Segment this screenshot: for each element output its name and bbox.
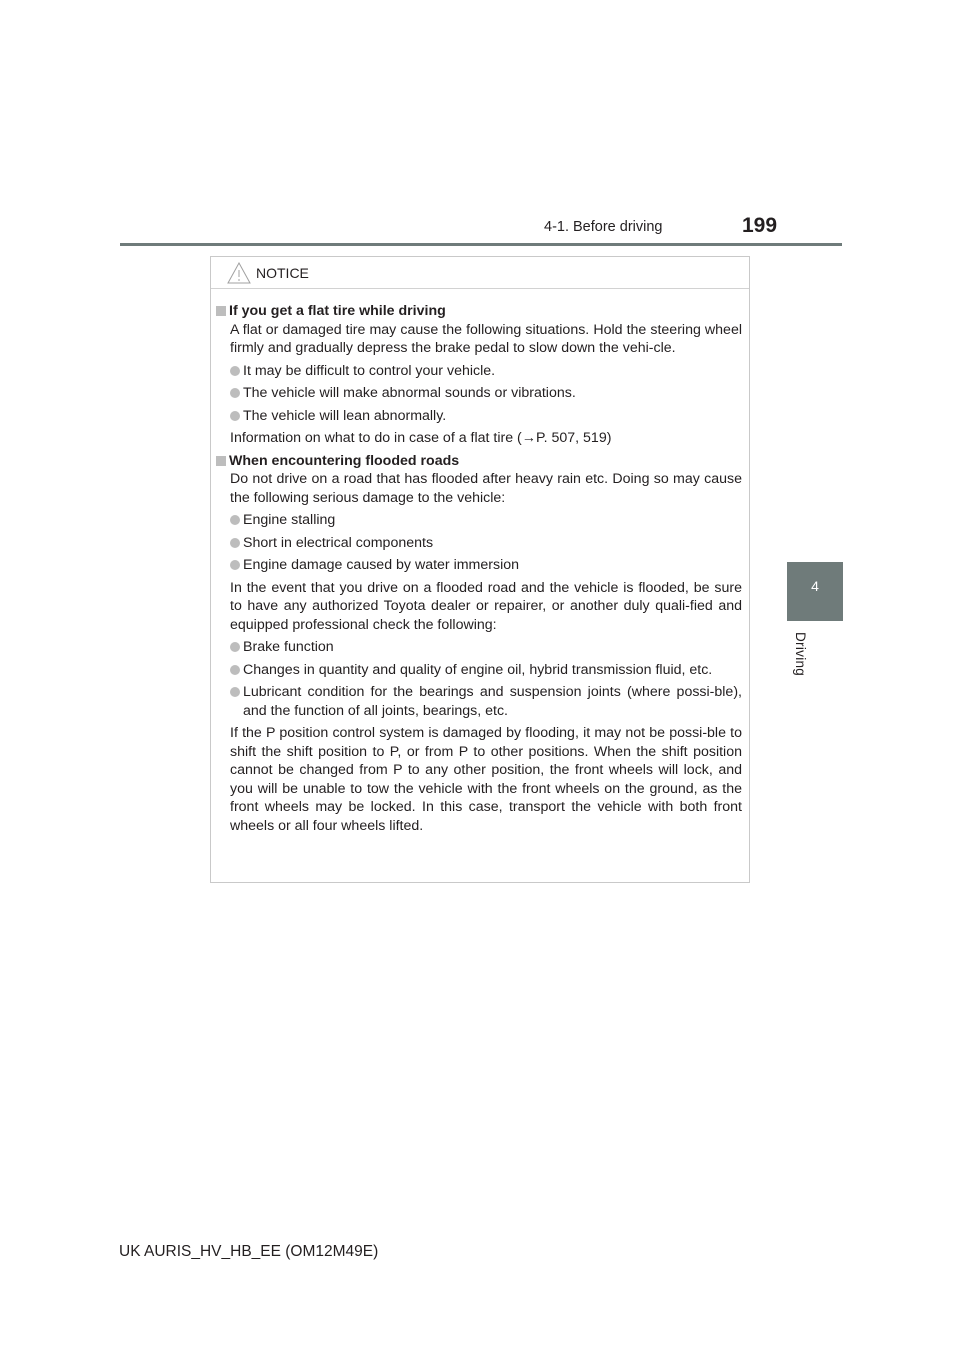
list-item-text: Engine stalling bbox=[243, 512, 336, 528]
list-item bbox=[216, 384, 742, 403]
page-number: 199 bbox=[742, 214, 778, 237]
notice-title: NOTICE bbox=[256, 265, 309, 281]
p-position-paragraph: If the P position control system is damaged by flooding, it may not be possi-ble to shift the shift position to P, or from P to other positions. When the shift position cannot be changed from P to any other position, the front wheels will lock, and you will be unable to tow the vehicle with the front wheels on the ground, as the front wheels may be locked. In this case, transport the vehicle with both front wheels or all four wheels lifted. bbox=[230, 725, 742, 834]
list-item-text: The vehicle will make abnormal sounds or vibrations. bbox=[243, 385, 576, 401]
notice-header bbox=[211, 257, 749, 289]
flat-tire-intro: A flat or damaged tire may cause the following situations. Hold the steering wheel firmly and gradually depress the brake pedal to slow down the vehi-cle. bbox=[230, 321, 742, 356]
circle-bullet-icon bbox=[230, 687, 240, 697]
header-section-title: 4-1. Before driving bbox=[544, 219, 663, 235]
chapter-label: Driving bbox=[793, 632, 808, 677]
list-item bbox=[216, 407, 742, 426]
list-item-text: Changes in quantity and quality of engine oil, hybrid transmission fluid, etc. bbox=[243, 661, 713, 678]
chapter-tab-number: 4 bbox=[811, 578, 819, 594]
list-item bbox=[216, 362, 742, 381]
flat-tire-info: Information on what to do in case of a flat tire (→P. 507, 519) bbox=[230, 430, 612, 446]
warning-triangle-icon bbox=[227, 262, 251, 284]
list-item-text: Lubricant condition for the bearings and suspension joints (where possi-ble), and the function of all joints, bearings, etc. bbox=[243, 684, 742, 719]
list-item-text: It may be difficult to control your vehicle. bbox=[243, 362, 496, 379]
list-item-text: Brake function bbox=[243, 639, 334, 655]
flooded-check-intro: In the event that you drive on a flooded road and the vehicle is flooded, be sure to have any authorized Toyota dealer or repairer, or another duly quali-fied and equipped professional check the following: bbox=[230, 579, 742, 633]
square-bullet-icon bbox=[216, 306, 226, 316]
list-item-text: Engine damage caused by water immersion bbox=[243, 557, 520, 573]
list-item bbox=[216, 534, 742, 553]
circle-bullet-icon bbox=[230, 665, 240, 675]
list-item bbox=[216, 511, 742, 530]
list-item-text: Short in electrical components bbox=[243, 534, 434, 551]
circle-bullet-icon bbox=[230, 388, 240, 398]
section-heading-flat-tire bbox=[216, 302, 742, 321]
header-divider bbox=[120, 243, 842, 246]
list-item bbox=[216, 556, 742, 575]
chapter-tab bbox=[787, 562, 843, 621]
section-heading-flooded-roads bbox=[216, 452, 742, 471]
list-item bbox=[216, 661, 742, 680]
list-item-text: The vehicle will lean abnormally. bbox=[243, 407, 447, 424]
circle-bullet-icon bbox=[230, 411, 240, 421]
circle-bullet-icon bbox=[230, 366, 240, 376]
list-item bbox=[216, 638, 742, 657]
circle-bullet-icon bbox=[230, 560, 240, 570]
square-bullet-icon bbox=[216, 456, 226, 466]
circle-bullet-icon bbox=[230, 515, 240, 525]
section-heading-text: When encountering flooded roads bbox=[229, 452, 460, 469]
notice-content bbox=[216, 298, 742, 835]
circle-bullet-icon bbox=[230, 642, 240, 652]
footer-model-code: UK AURIS_HV_HB_EE (OM12M49E) bbox=[119, 1243, 379, 1260]
circle-bullet-icon bbox=[230, 538, 240, 548]
list-item bbox=[216, 683, 742, 720]
section-heading-text: If you get a flat tire while driving bbox=[229, 303, 446, 319]
flooded-intro: Do not drive on a road that has flooded after heavy rain etc. Doing so may cause the following serious damage to the vehicle: bbox=[230, 471, 742, 506]
